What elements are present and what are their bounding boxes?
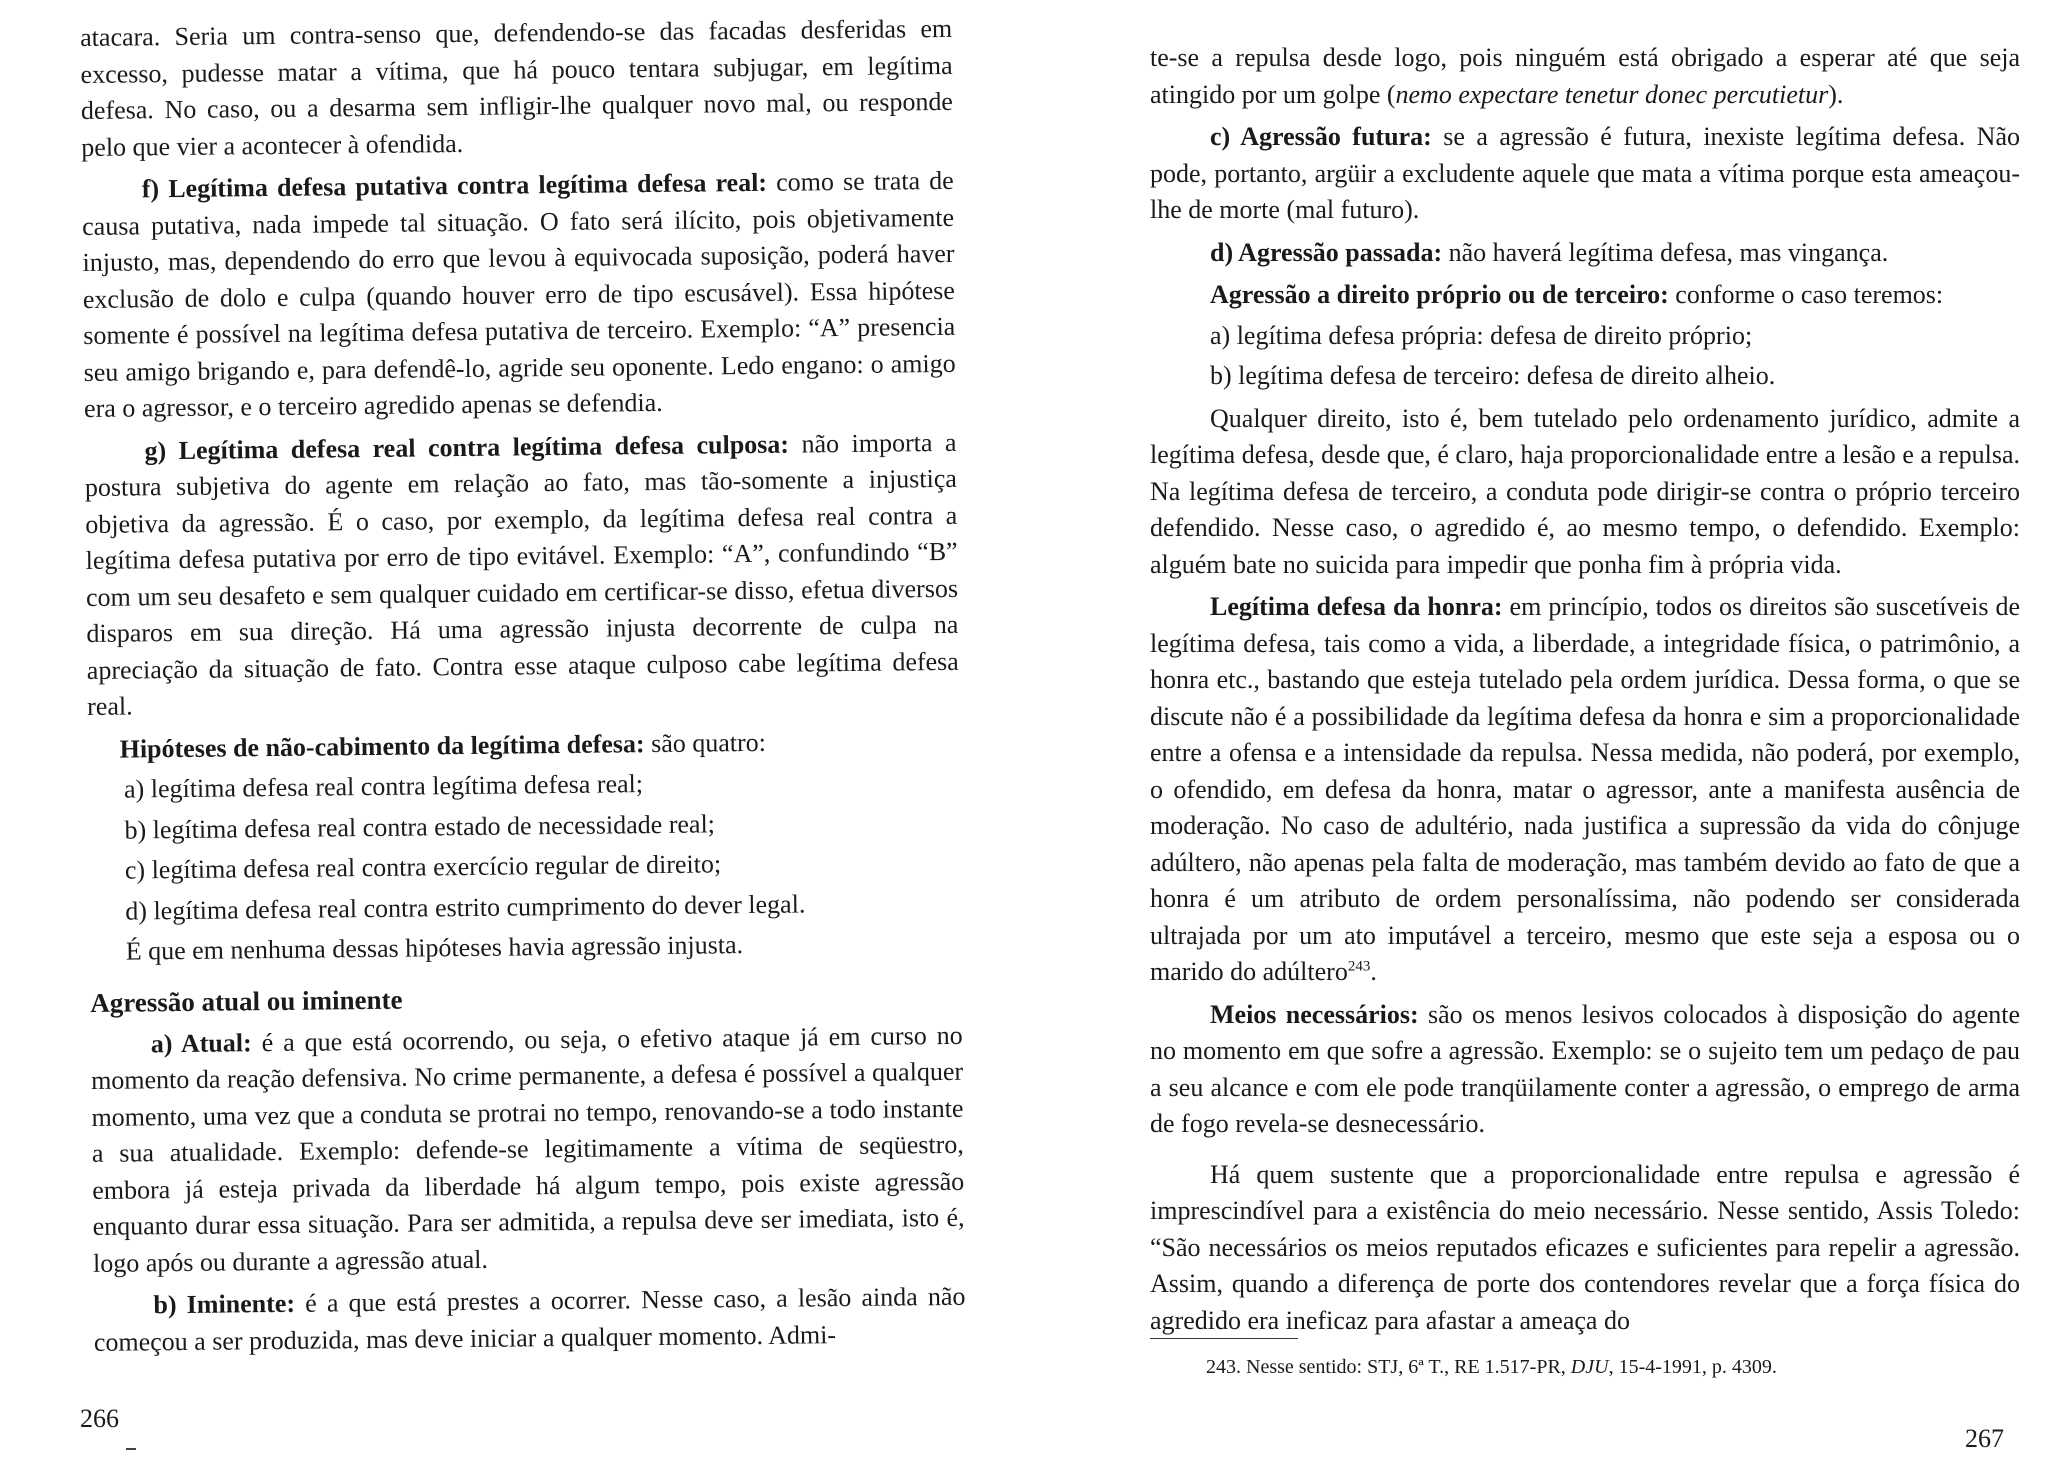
paragraph-text: são os menos lesivos colocados à disposição do agente no momento em que sofre a agressão. Exemplo: se o sujeito tem um pedaço de pau a seu alcance e com ele pode tranqüilamente conter a agressão, o emprego de arma de fogo revela-se desnecessário. [1150, 999, 2020, 1138]
section-title-direito: Agressão a direito próprio ou de terceiro: [1210, 280, 1669, 309]
paragraph-direito [1150, 277, 2020, 314]
paragraph-text: te-se a repulsa desde logo, pois ninguém está obrigado a esperar até que seja atingido por um golpe ( [1150, 43, 2020, 109]
paragraph-text: é a que está ocorrendo, ou seja, o efetivo ataque já em curso no momento da reação defensiva. No crime permanente, a defesa é possível a qualquer momento, uma vez que a conduta se protrai no tempo, renovando-se a todo instante a sua atualidade. Exemplo: defende-se legitimamente a vítima de seqüestro, embora já esteja privada da liberdade há algum tempo, pois existe agressão enquanto durar essa situação. Para ser admitida, a repulsa deve ser imediata, isto é, logo após ou durante a agressão atual. [90, 1020, 965, 1278]
paragraph-text: é a que está prestes a ocorrer. Nesse caso, a lesão ainda não começou a ser produzida, mas deve iniciar a qualquer momento. Admi- [93, 1281, 966, 1357]
paragraph-text: atacara. Seria um contra-senso que, defendendo-se das facadas desferidas em excesso, pudesse matar a vítima, que há pouco tentara subjugar, em legítima defesa. No caso, ou a desarma sem infligir-lhe qualquer novo mal, ou responde pelo que vier a acontecer à ofendida. [80, 13, 954, 162]
closing-sentence: É que em nenhuma dessas hipóteses havia agressão injusta. [125, 930, 744, 966]
paragraph-iminente [93, 1279, 966, 1361]
paragraph-f [82, 163, 957, 428]
list-item: b) legítima defesa de terceiro: defesa de direito alheio. [1210, 361, 1776, 390]
paragraph-meios [1150, 997, 2020, 1143]
paragraph-text: como se trata de causa putativa, nada impede tal situação. O fato será ilícito, pois objetivamente injusto, mas, dependendo do erro que levou à equivocada suposição, poderá haver exclusão de dolo e culpa (quando houver erro de tipo escusável). Essa hipótese somente é possível na legítima defesa putativa de terceiro. Exemplo: “A” presencia seu amigo brigando e, para defendê-lo, agride seu oponente. Ledo engano: o amigo era o agressor, e o terceiro agredido apenas se defendia. [82, 165, 956, 423]
paragraph-continuation [1150, 40, 2020, 113]
footnote-text: , 15-4-1991, p. 4309. [1608, 1356, 1777, 1378]
footnote-243 [1206, 1354, 1777, 1380]
paragraph-qualquer: Qualquer direito, isto é, bem tutelado pelo ordenamento jurídico, admite a legítima defesa, desde que, é claro, haja proporcionalidade entre a lesão e a repulsa. Na legítima defesa de terceiro, a conduta pode dirigir-se contra o próprio terceiro defendido. Nesse caso, o agredido é, ao mesmo tempo, o defendido. Exemplo: alguém bate no suicida para impedir que ponha fim à própria vida. [1150, 403, 2020, 579]
section-title-hipoteses: Hipóteses de não-cabimento da legítima defesa: [119, 728, 645, 764]
list-item: a) legítima defesa real contra legítima defesa real; [123, 769, 644, 804]
paragraph-futura [1150, 119, 2020, 229]
page-number-right: 267 [1965, 1424, 2004, 1453]
left-text-column [80, 11, 966, 1361]
list-item: b) legítima defesa real contra estado de necessidade real; [124, 808, 716, 845]
paragraph-text: em princípio, todos os direitos são suscetíveis de legítima defesa, tais como a vida, a liberdade, a integridade física, o patrimônio, a honra etc., bastando que esteja tutelado pela ordem jurídica. Dessa forma, o que se discute não é a possibilidade da legítima defesa da honra e sim a proporcionalidade entre a ofensa e a intensidade da repulsa. Nessa medida, não poderá, por exemplo, o ofendido, em defesa da honra, matar o agressor, ante a manifesta ausência de moderação. No caso de adultério, nada justifica a supressão da vida do cônjuge adúltero, não apenas pela falta de moderação, mas também devido ao fato de que a honra é um atributo de ordem personalíssima, não podendo ser considerada ultrajada por um ato imputável a terceiro, mesmo que este seja a esposa ou o marido do adúltero [1150, 592, 2020, 986]
paragraph-text: ). [1828, 79, 1844, 109]
page-number-left: 266 [80, 1404, 119, 1433]
margin-mark [126, 1448, 136, 1450]
paragraph-continuation [80, 11, 953, 166]
footnote-journal: DJU [1570, 1356, 1609, 1378]
subsection-title-atual: a) Atual: [150, 1027, 252, 1058]
paragraph-honra [1150, 589, 2020, 991]
section-title-meios: Meios necessários: [1210, 999, 1419, 1029]
paragraph-text: conforme o caso teremos: [1668, 280, 1944, 309]
paragraph-g [84, 424, 959, 725]
paragraph-passada [1150, 235, 2020, 272]
footnote-rule [1150, 1338, 1298, 1339]
list-item: d) legítima defesa real contra estrito cumprimento do dever legal. [125, 888, 806, 926]
paragraph-text: não importa a postura subjetiva do agente em relação ao fato, mas tão-somente a injustiça objetiva da agressão. É o caso, por exemplo, da legítima defesa real contra a legítima defesa putativa por erro de tipo evitável. Exemplo: “A”, confundindo “B” com um seu desafeto e sem qualquer cuidado em certificar-se disso, efetua diversos disparos em sua direção. Há uma agressão injusta decorrente de culpa na apreciação da situação de fato. Contra esse ataque culposo cabe legítima defesa real. [84, 427, 959, 721]
paragraph-atual [91, 1017, 966, 1282]
section-heading: Agressão atual ou iminente [90, 984, 403, 1018]
right-page [1024, 0, 2048, 1472]
subsection-title-iminente: b) Iminente: [153, 1288, 296, 1320]
right-text-column [1150, 40, 2020, 1339]
paragraph-text: . [1370, 957, 1377, 986]
section-title-g: g) Legítima defesa real contra legítima defesa culposa: [144, 429, 790, 465]
footnote-marker[interactable]: 243 [1347, 958, 1371, 975]
latin-phrase: nemo expectare tenetur donec percutietur [1395, 79, 1829, 109]
paragraph-text: são quatro: [644, 727, 767, 758]
subsection-title-passada: d) Agressão passada: [1210, 237, 1443, 267]
paragraph-text: não haverá legítima defesa, mas vingança. [1442, 237, 1889, 267]
paragraph-ha-quem: Há quem sustente que a proporcionalidade entre repulsa e agressão é imprescindível para a existência do meio necessário. Nesse sentido, Assis Toledo: “São necessários os meios reputados eficazes e suficientes para repelir a agressão. Assim, quando a diferença de porte dos contendores revelar que a força física do agredido era ineficaz para afastar a ameaça do [1150, 1159, 2020, 1335]
paragraph-hipoteses [87, 722, 959, 768]
list-item: a) legítima defesa própria: defesa de direito próprio; [1210, 320, 1753, 350]
list-item: c) legítima defesa real contra exercício regular de direito; [124, 849, 722, 885]
footnote-text: 243. Nesse sentido: STJ, 6ª T., RE 1.517-PR, [1206, 1356, 1571, 1378]
paragraph-text: se a agressão é futura, inexiste legítima defesa. Não pode, portanto, argüir a excludente aquele que mata a vítima porque esta ameaçou-lhe de morte (mal futuro). [1150, 122, 2020, 224]
subsection-title-futura: c) Agressão futura: [1210, 122, 1432, 151]
section-title-f: f) Legítima defesa putativa contra legítima defesa real: [141, 167, 768, 204]
section-title-honra: Legítima defesa da honra: [1210, 592, 1503, 621]
